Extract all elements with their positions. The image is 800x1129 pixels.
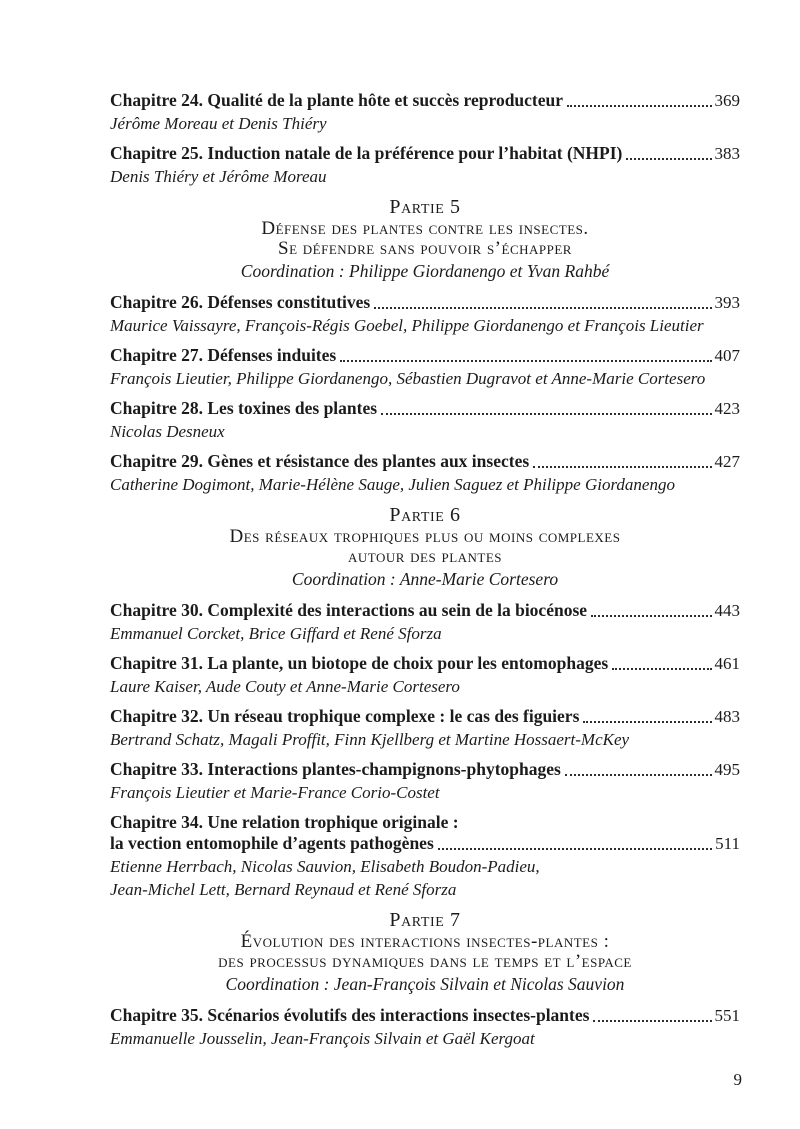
chapter-authors: Jean-Michel Lett, Bernard Reynaud et René Sforza — [110, 880, 457, 899]
part-title-line: Des réseaux trophiques plus ou moins complexes — [229, 526, 621, 547]
chapter-entry — [110, 90, 740, 134]
chapter-row — [110, 706, 740, 727]
chapter-entry — [110, 759, 740, 803]
folio-page-number: 9 — [733, 1070, 742, 1089]
chapter-entry — [110, 451, 740, 495]
chapter-row — [110, 759, 740, 780]
dot-leader — [626, 158, 711, 160]
part-label: Partie 6 — [389, 504, 461, 526]
chapter-authors: François Lieutier, Philippe Giordanengo, Sébastien Dugravot et Anne-Marie Cortesero — [110, 369, 706, 388]
chapter-entry — [110, 653, 740, 697]
chapter-row — [110, 90, 740, 111]
part-coordination-line: Coordination : Anne-Marie Cortesero — [291, 569, 559, 589]
part-title-line: Défense des plantes contre les insectes. — [261, 218, 589, 239]
dot-leader — [565, 774, 712, 776]
chapter-authors: Emmanuel Corcket, Brice Giffard et René Sforza — [110, 624, 442, 643]
chapter-page-number: 483 — [714, 707, 740, 726]
part-title-line: des processus dynamiques dans le temps et l’espace — [218, 951, 632, 972]
chapter-row — [110, 292, 740, 313]
chapter-authors: Nicolas Desneux — [110, 422, 225, 441]
chapter-authors: Denis Thiéry et Jérôme Moreau — [110, 167, 327, 186]
chapter-page-number: 443 — [714, 601, 740, 620]
chapter-entry — [110, 292, 740, 336]
chapter-page-number: 383 — [714, 144, 740, 163]
chapter-authors: François Lieutier et Marie-France Corio-Costet — [110, 783, 440, 802]
chapter-page-number: 461 — [714, 654, 740, 673]
chapter-title: Chapitre 30. Complexité des interactions au sein de la biocénose — [110, 600, 588, 620]
chapter-page-number: 495 — [714, 760, 740, 779]
chapter-row — [110, 143, 740, 164]
dot-leader — [591, 615, 711, 617]
chapter-authors: Emmanuelle Jousselin, Jean-François Silvain et Gaël Kergoat — [110, 1029, 535, 1048]
part-label: Partie 5 — [389, 196, 461, 218]
chapter-authors: Catherine Dogimont, Marie-Hélène Sauge, Julien Saguez et Philippe Giordanengo — [110, 475, 675, 494]
dot-leader — [381, 413, 711, 415]
chapter-title: la vection entomophile d’agents pathogènes — [110, 833, 434, 853]
dot-leader — [533, 466, 711, 468]
chapter-authors: Bertrand Schatz, Magali Proffit, Finn Kjellberg et Martine Hossaert-McKey — [110, 730, 630, 749]
chapter-page-number: 551 — [714, 1006, 740, 1025]
chapter-page-number: 393 — [714, 293, 740, 312]
chapter-title: Chapitre 34. Une relation trophique originale : — [110, 812, 459, 832]
chapter-authors: Etienne Herrbach, Nicolas Sauvion, Elisabeth Boudon-Padieu, — [110, 857, 540, 876]
chapter-authors: Laure Kaiser, Aude Couty et Anne-Marie Cortesero — [110, 677, 460, 696]
chapter-title: Chapitre 28. Les toxines des plantes — [110, 398, 378, 418]
dot-leader — [583, 721, 711, 723]
part-heading — [110, 504, 740, 590]
chapter-row — [110, 600, 740, 621]
chapter-entry — [110, 345, 740, 389]
dot-leader — [593, 1020, 711, 1022]
part-heading — [110, 909, 740, 995]
chapter-title: Chapitre 24. Qualité de la plante hôte et succès reproducteur — [110, 90, 564, 110]
part-title-line: Évolution des interactions insectes-plantes : — [240, 931, 610, 952]
chapter-page-number: 407 — [714, 346, 740, 365]
chapter-title: Chapitre 33. Interactions plantes-champignons-phytophages — [110, 759, 561, 779]
chapter-page-number: 511 — [715, 834, 740, 853]
dot-leader — [567, 105, 711, 107]
part-heading — [110, 196, 740, 282]
dot-leader — [340, 360, 711, 362]
chapter-page-number: 369 — [714, 91, 740, 110]
chapter-row — [110, 653, 740, 674]
part-title-line: Se défendre sans pouvoir s’échapper — [278, 238, 572, 259]
chapter-title: Chapitre 26. Défenses constitutives — [110, 292, 371, 312]
dot-leader — [612, 668, 711, 670]
chapter-title: Chapitre 32. Un réseau trophique complexe : le cas des figuiers — [110, 706, 580, 726]
chapter-authors: Maurice Vaissayre, François-Régis Goebel, Philippe Giordanengo et François Lieutier — [110, 316, 704, 335]
chapter-row — [110, 833, 740, 854]
chapter-entry — [110, 600, 740, 644]
chapter-authors: Jérôme Moreau et Denis Thiéry — [110, 114, 327, 133]
part-title-line: autour des plantes — [347, 546, 503, 567]
chapter-title: Chapitre 25. Induction natale de la préférence pour l’habitat (NHPI) — [110, 143, 623, 163]
chapter-entry — [110, 1005, 740, 1049]
chapter-title: Chapitre 27. Défenses induites — [110, 345, 337, 365]
part-label: Partie 7 — [389, 909, 461, 931]
chapter-page-number: 427 — [714, 452, 740, 471]
chapter-title: Chapitre 31. La plante, un biotope de choix pour les entomophages — [110, 653, 609, 673]
table-of-contents — [110, 90, 740, 1058]
chapter-entry — [110, 706, 740, 750]
dot-leader — [374, 307, 711, 309]
chapter-page-number: 423 — [714, 399, 740, 418]
chapter-entry — [110, 398, 740, 442]
chapter-row — [110, 1005, 740, 1026]
part-coordination-line: Coordination : Philippe Giordanengo et Yvan Rahbé — [240, 261, 610, 281]
part-coordination-line: Coordination : Jean-François Silvain et Nicolas Sauvion — [225, 974, 625, 994]
chapter-row — [110, 345, 740, 366]
chapter-entry — [110, 143, 740, 187]
chapter-title: Chapitre 35. Scénarios évolutifs des interactions insectes-plantes — [110, 1005, 590, 1025]
chapter-entry — [110, 812, 740, 900]
chapter-row — [110, 451, 740, 472]
dot-leader — [438, 848, 712, 850]
chapter-title: Chapitre 29. Gènes et résistance des plantes aux insectes — [110, 451, 530, 471]
chapter-row — [110, 398, 740, 419]
